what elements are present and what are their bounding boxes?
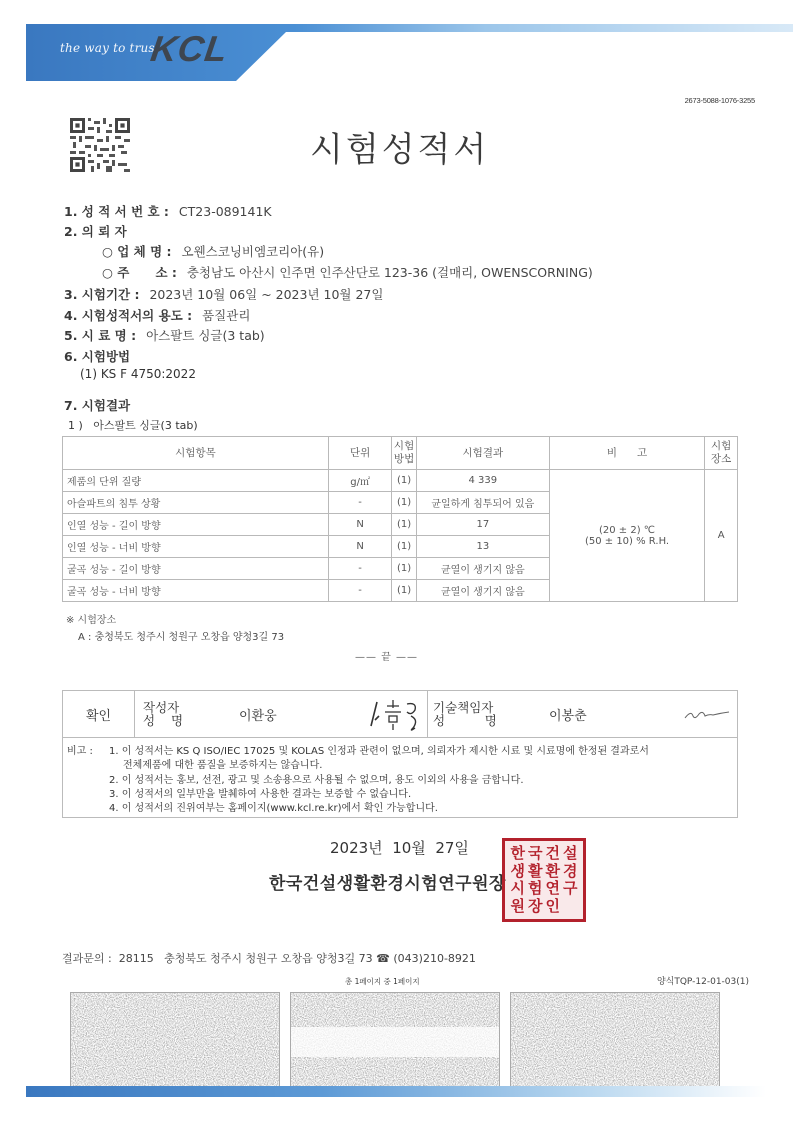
contact-info: 결과문의 : 28115 충청북도 청주시 청원구 오창읍 양청3길 73 ☎ (043)210-8921 bbox=[62, 952, 476, 965]
form-code: 양식TQP-12-01-03(1) bbox=[656, 977, 749, 987]
signoff-box bbox=[62, 690, 738, 738]
method-item bbox=[80, 367, 196, 381]
header-unit: 단위 bbox=[328, 437, 391, 470]
end-mark: —— 끝 —— bbox=[355, 652, 419, 663]
row-result: 4 339 bbox=[416, 470, 549, 492]
remark-line: 2. 이 성적서는 홍보, 선전, 광고 및 소송용으로 사용될 수 없으며, 용도 이외의 사용을 금합니다. bbox=[109, 775, 524, 786]
report-number-label: 1. 성 적 서 번 호 : bbox=[64, 204, 169, 219]
address-value: 충청남도 아산시 인주면 인주산단로 123-36 (걸매리, OWENSCORNING) bbox=[186, 265, 593, 280]
row-method: (1) bbox=[392, 470, 417, 492]
sample-value: 아스팔트 싱글(3 tab) bbox=[146, 328, 265, 343]
client-heading bbox=[64, 222, 127, 240]
test-site-note-title: ※ 시험장소 bbox=[66, 615, 117, 626]
row-result: 균열이 생기지 않음 bbox=[416, 580, 549, 602]
address-label: ○ 주 소 : bbox=[102, 265, 177, 280]
security-pattern bbox=[510, 992, 720, 1087]
remark-line: 3. 이 성적서의 일부만을 발췌하여 사용한 결과는 보증할 수 없습니다. bbox=[109, 789, 412, 800]
period-value: 2023년 10월 06일 ~ 2023년 10월 27일 bbox=[149, 287, 384, 302]
row-unit: - bbox=[328, 492, 391, 514]
row-item: 굴곡 성능 - 길이 방향 bbox=[63, 558, 329, 580]
row-method: (1) bbox=[392, 514, 417, 536]
handwritten-signature-icon bbox=[363, 694, 425, 734]
security-pattern bbox=[290, 992, 500, 1087]
row-result: 균열이 생기지 않음 bbox=[416, 558, 549, 580]
test-site-a: A : 충청북도 청주시 청원구 오창읍 양청3길 73 bbox=[78, 632, 285, 643]
row-result: 17 bbox=[416, 514, 549, 536]
row-method: (1) bbox=[392, 558, 417, 580]
header-method: 시험 방법 bbox=[392, 437, 417, 470]
writer-label: 작성자 성 명 bbox=[143, 700, 184, 728]
remark-conditions: (20 ± 2) ℃ (50 ± 10) % R.H. bbox=[549, 470, 704, 602]
company-value: 오웬스코닝비엠코리아(유) bbox=[181, 244, 325, 259]
purpose-row bbox=[64, 306, 250, 324]
row-item: 인열 성능 - 너비 방향 bbox=[63, 536, 329, 558]
table-header-row bbox=[63, 437, 738, 470]
remark-line: 1. 이 성적서는 KS Q ISO/IEC 17025 및 KOLAS 인정과 관련이 없으며, 의뢰자가 제시한 시료 및 시료명에 한정된 결과로서 bbox=[109, 746, 649, 757]
row-method: (1) bbox=[392, 492, 417, 514]
header-site: 시험 장소 bbox=[705, 437, 738, 470]
sample-label: 5. 시 료 명 : bbox=[64, 328, 137, 343]
row-unit: N bbox=[328, 536, 391, 558]
results-heading bbox=[64, 396, 130, 414]
document-code: 2673-5088-1076-3255 bbox=[684, 96, 755, 105]
remark-line: 4. 이 성적서의 진위여부는 홈페이지(www.kcl.re.kr)에서 확인 가능합니다. bbox=[109, 803, 438, 814]
row-item: 제품의 단위 질량 bbox=[63, 470, 329, 492]
header-remark: 비 고 bbox=[549, 437, 704, 470]
client-label: 2. 의 뢰 자 bbox=[64, 224, 127, 239]
issuer-name: 한국건설생활환경시험연구원장 bbox=[269, 874, 506, 894]
tech-name: 이봉춘 bbox=[549, 708, 587, 724]
confirm-cell bbox=[63, 691, 135, 737]
results-table bbox=[62, 436, 738, 602]
writer-name-cell bbox=[239, 691, 277, 737]
row-unit: N bbox=[328, 514, 391, 536]
company-label: ○ 업 체 명 : bbox=[102, 244, 172, 259]
purpose-label: 4. 시험성적서의 용도 : bbox=[64, 308, 193, 323]
page-count: 총 1페이지 중 1페이지 bbox=[345, 977, 420, 986]
signoff-divider bbox=[427, 691, 428, 737]
official-seal-icon: 한 국 건 설 생 활 환 경 시 험 연 구 원 장 인 bbox=[502, 838, 586, 922]
row-method: (1) bbox=[392, 580, 417, 602]
row-unit: g/㎡ bbox=[328, 470, 391, 492]
method-label: 6. 시험방법 bbox=[64, 349, 131, 364]
results-heading-label: 7. 시험결과 bbox=[64, 398, 131, 413]
header-banner bbox=[26, 24, 793, 84]
row-result: 균일하게 침투되어 있음 bbox=[416, 492, 549, 514]
kcl-logo: KCL bbox=[148, 28, 231, 69]
address-row bbox=[102, 263, 593, 281]
period-label: 3. 시험기간 : bbox=[64, 287, 140, 302]
row-item: 굴곡 성능 - 너비 방향 bbox=[63, 580, 329, 602]
remarks-label: 비고 : bbox=[67, 746, 93, 757]
tech-signature bbox=[683, 691, 733, 737]
remark-line: 전체제품에 대한 품질을 보증하지는 않습니다. bbox=[123, 760, 323, 771]
sample-row bbox=[64, 326, 265, 344]
handwritten-signature-icon bbox=[683, 704, 733, 724]
period-row bbox=[64, 285, 383, 303]
table-row bbox=[63, 470, 738, 492]
writer-signature bbox=[363, 691, 425, 737]
purpose-value: 품질관리 bbox=[202, 308, 251, 323]
tech-label: 기술책임자 성 명 bbox=[433, 700, 497, 728]
row-method: (1) bbox=[392, 536, 417, 558]
issue-date: 2023년 10월 27일 bbox=[330, 839, 469, 857]
row-item: 인열 성능 - 길이 방향 bbox=[63, 514, 329, 536]
row-result: 13 bbox=[416, 536, 549, 558]
results-subheading: 1 ) 아스팔트 싱글(3 tab) bbox=[68, 419, 198, 432]
tech-label-cell bbox=[433, 691, 513, 737]
report-number-value: CT23-089141K bbox=[178, 204, 272, 219]
header-result: 시험결과 bbox=[416, 437, 549, 470]
header-item: 시험항목 bbox=[63, 437, 329, 470]
security-pattern bbox=[70, 992, 280, 1087]
footer-bar bbox=[26, 1086, 766, 1097]
row-item: 아슬파트의 침투 상황 bbox=[63, 492, 329, 514]
report-number-row bbox=[64, 202, 272, 220]
site-code: A bbox=[705, 470, 738, 602]
tagline: the way to trust bbox=[60, 41, 160, 55]
method-standard: (1) KS F 4750:2022 bbox=[80, 367, 196, 381]
writer-name: 이환웅 bbox=[239, 708, 277, 724]
tech-name-cell bbox=[549, 691, 587, 737]
confirm-label: 확인 bbox=[85, 708, 112, 724]
method-heading bbox=[64, 347, 130, 365]
row-unit: - bbox=[328, 558, 391, 580]
remarks-box bbox=[62, 738, 738, 818]
writer-label-cell bbox=[143, 691, 203, 737]
company-row bbox=[102, 242, 324, 260]
row-unit: - bbox=[328, 580, 391, 602]
qr-code-icon[interactable] bbox=[70, 118, 130, 172]
page-title: 시험성적서 bbox=[310, 130, 490, 170]
